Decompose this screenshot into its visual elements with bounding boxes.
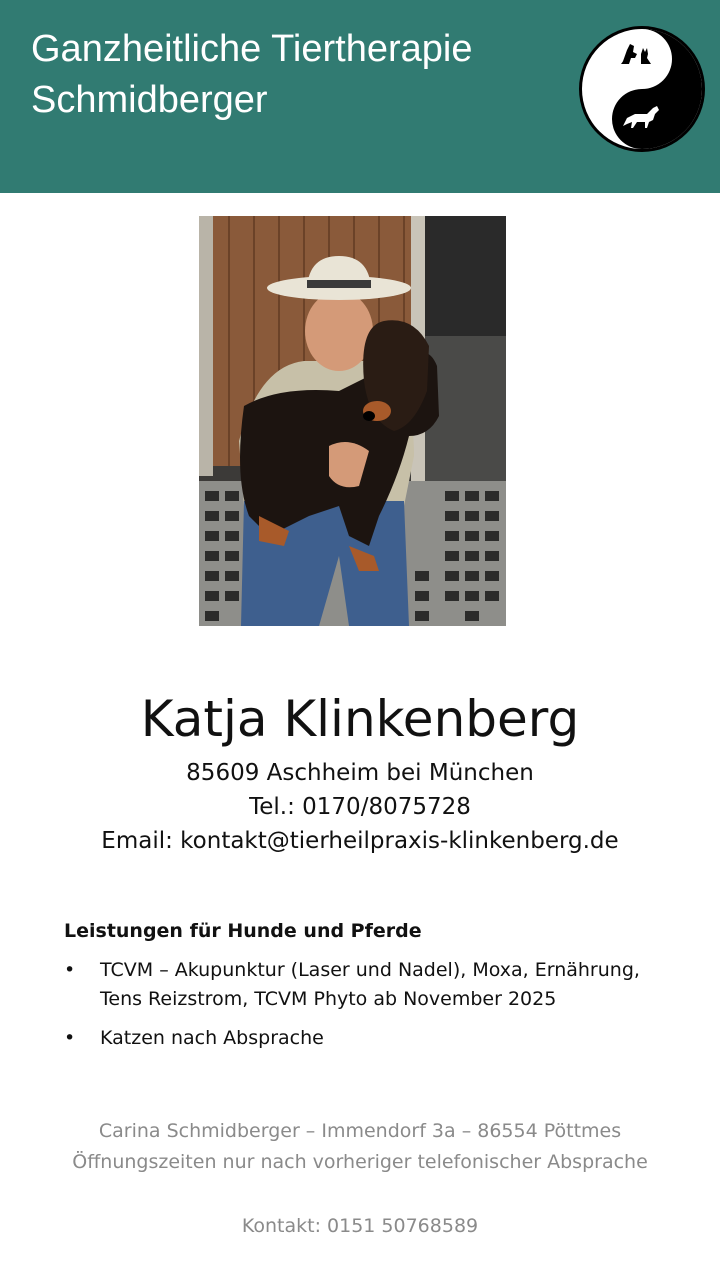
yin-yang-animals-icon	[577, 24, 707, 154]
list-item	[64, 1024, 664, 1053]
footer-contact: Kontakt: 0151 50768589	[241, 1215, 479, 1237]
bullet-icon: •	[64, 959, 76, 981]
contact-block	[0, 756, 720, 858]
title-line-1: Ganzheitliche Tiertherapie	[31, 28, 473, 70]
portrait-with-dog-photo	[199, 216, 506, 626]
footer-address: Carina Schmidberger – Immendorf 3a – 86554 Pöttmes	[98, 1120, 622, 1142]
services-list	[64, 956, 664, 1063]
services-heading: Leistungen für Hunde und Pferde	[64, 920, 422, 942]
profile-name: Katja Klinkenberg	[140, 690, 580, 748]
profile-phone: Tel.: 0170/8075728	[249, 794, 471, 820]
footer-hours: Öffnungszeiten nur nach vorheriger telefonischer Absprache	[72, 1151, 648, 1173]
profile-email: Email: kontakt@tierheilpraxis-klinkenberg.de	[101, 828, 619, 854]
service-item-text: TCVM – Akupunktur (Laser und Nadel), Moxa, Ernährung, Tens Reizstrom, TCVM Phyto ab November 2025	[100, 959, 640, 1010]
footer	[0, 1116, 720, 1242]
list-item	[64, 956, 664, 1014]
header-banner	[0, 0, 720, 193]
title-line-2: Schmidberger	[31, 79, 268, 121]
page-title	[31, 24, 472, 126]
profile-address: 85609 Aschheim bei München	[186, 760, 534, 786]
bullet-icon: •	[64, 1027, 76, 1049]
service-item-text: Katzen nach Absprache	[100, 1027, 324, 1049]
